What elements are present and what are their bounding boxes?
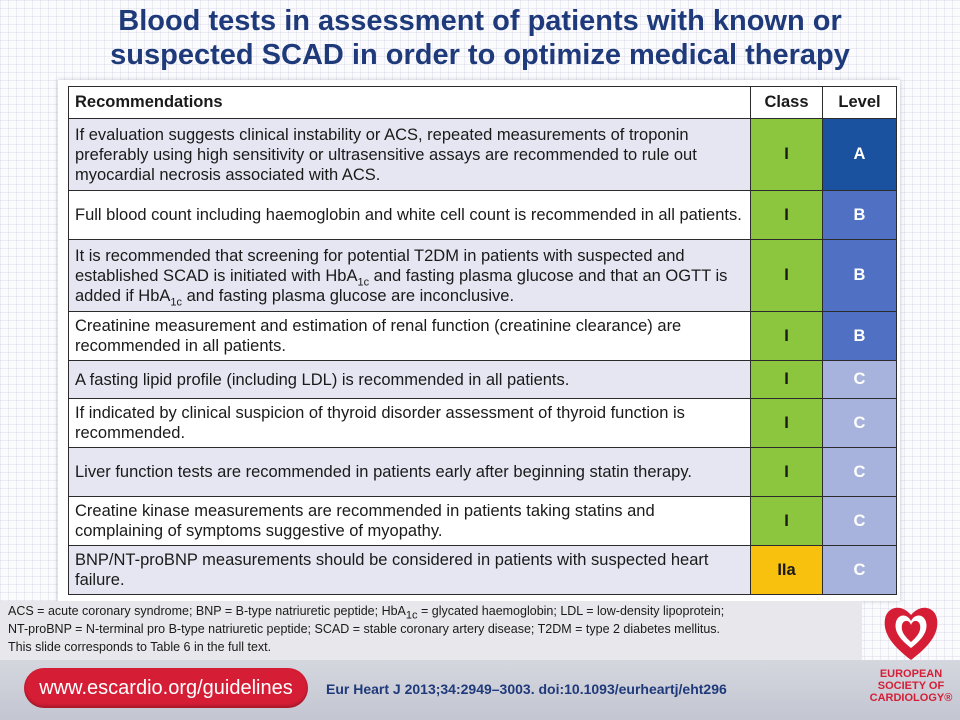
table-header-row (69, 87, 897, 119)
title-line-2: suspected SCAD in order to optimize medical therapy (110, 39, 850, 71)
table-row (69, 497, 897, 546)
recommendation-text: Creatine kinase measurements are recommended in patients taking statins and complaining of symptoms suggestive of myopathy. (69, 497, 751, 546)
subscript: 1c (357, 275, 370, 288)
title-line-1: Blood tests in assessment of patients with known or (118, 5, 842, 37)
level-cell: B (823, 191, 897, 240)
recommendation-text-part: and fasting plasma glucose and that an OGTT is added if HbA (75, 266, 728, 305)
class-cell: IIa (751, 546, 823, 595)
table-row (69, 240, 897, 312)
logo-line-3: CARDIOLOGY® (869, 692, 953, 704)
footnote-text: ACS = acute coronary syndrome; BNP = B-type natriuretic peptide; HbA (8, 604, 406, 618)
table-row (69, 448, 897, 497)
class-cell: I (751, 497, 823, 546)
footnote-text: = glycated haemoglobin; LDL = low-density lipoprotein; (417, 604, 725, 618)
guidelines-url-link[interactable]: www.escardio.org/guidelines (24, 668, 308, 708)
footer-bar (0, 660, 960, 720)
recommendation-text: Full blood count including haemoglobin and white cell count is recommended in all patients. (69, 191, 751, 240)
recommendation-text: If indicated by clinical suspicion of thyroid disorder assessment of thyroid function is recommended. (69, 399, 751, 448)
recommendations-table-panel (58, 80, 900, 601)
table-row (69, 191, 897, 240)
class-cell: I (751, 399, 823, 448)
table-row (69, 546, 897, 595)
table-row (69, 361, 897, 399)
footnote-line-2: NT-proBNP = N-terminal pro B-type natriuretic peptide; SCAD = stable coronary artery disease; T2DM = type 2 diabetes mellitus. (8, 622, 721, 636)
class-cell: I (751, 312, 823, 361)
class-cell: I (751, 240, 823, 312)
table-row (69, 312, 897, 361)
level-cell: B (823, 312, 897, 361)
level-cell: B (823, 240, 897, 312)
logo-line-2: SOCIETY OF (877, 680, 945, 692)
subscript: 1c (405, 609, 418, 622)
level-cell: C (823, 361, 897, 399)
recommendations-table (68, 86, 897, 595)
recommendation-text: A fasting lipid profile (including LDL) is recommended in all patients. (69, 361, 751, 399)
logo-line-1: EUROPEAN (879, 668, 943, 680)
footnote-line-3: This slide corresponds to Table 6 in the full text. (8, 640, 272, 654)
header-class: Class (751, 87, 823, 119)
header-recommendations: Recommendations (69, 87, 751, 119)
class-cell: I (751, 119, 823, 191)
footnote-line-1 (8, 602, 862, 620)
table-row (69, 119, 897, 191)
heart-logo-icon (882, 602, 940, 664)
level-cell: A (823, 119, 897, 191)
level-cell: C (823, 448, 897, 497)
recommendation-text-part: It is recommended that screening for potential T2DM in patients with suspected and established SCAD is initiated with HbA (75, 246, 685, 285)
abbreviations-footnote (0, 601, 862, 661)
recommendation-text: If evaluation suggests clinical instability or ACS, repeated measurements of troponin preferably using high sensitivity or ultrasensitive assays are recommended to rule out myocardial necrosis associated with ACS. (69, 119, 751, 191)
logo-text (866, 668, 956, 704)
slide-title (0, 4, 960, 72)
journal-citation: Eur Heart J 2013;34:2949–3003. doi:10.1093/eurheartj/eht296 (326, 681, 727, 697)
recommendation-text-part: and fasting plasma glucose are inconclusive. (182, 286, 515, 305)
class-cell: I (751, 361, 823, 399)
subscript: 1c (170, 295, 183, 308)
level-cell: C (823, 497, 897, 546)
level-cell: C (823, 546, 897, 595)
recommendation-text: BNP/NT-proBNP measurements should be considered in patients with suspected heart failure. (69, 546, 751, 595)
class-cell: I (751, 191, 823, 240)
recommendation-text: Liver function tests are recommended in patients early after beginning statin therapy. (69, 448, 751, 497)
recommendation-text (69, 240, 751, 312)
class-cell: I (751, 448, 823, 497)
esc-logo (866, 602, 956, 714)
recommendation-text: Creatinine measurement and estimation of renal function (creatinine clearance) are recommended in all patients. (69, 312, 751, 361)
level-cell: C (823, 399, 897, 448)
header-level: Level (823, 87, 897, 119)
table-row (69, 399, 897, 448)
